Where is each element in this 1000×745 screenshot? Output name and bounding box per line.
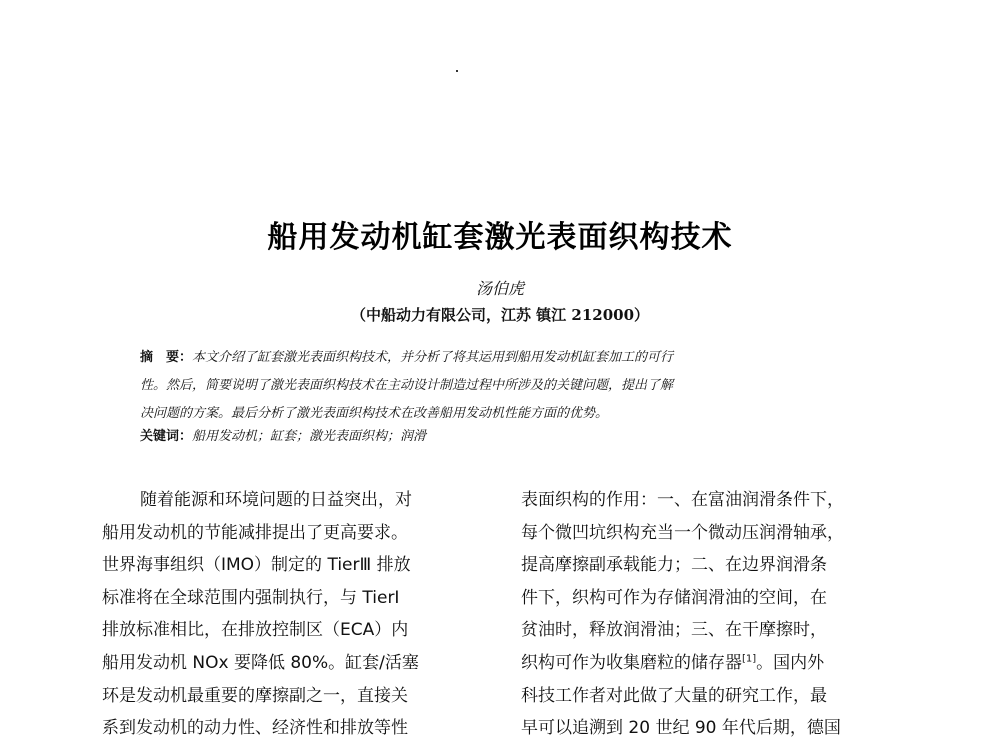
abstract-label: 摘 要： — [140, 350, 193, 365]
keywords-text: 船用发动机；缸套；激光表面织构；润滑 — [192, 429, 427, 444]
body-line: 排放标准相比，在排放控制区（ECA）内 — [102, 620, 409, 641]
body-line: 件下，织构可作为存储润滑油的空间，在 — [521, 587, 827, 608]
body-line: 每个微凹坑织构充当一个微动压润滑轴承， — [521, 522, 844, 543]
keywords-label: 关键词： — [140, 429, 193, 444]
body-line: 世界海事组织（IMO）制定的 TierⅢ 排放 — [102, 555, 411, 576]
body-line: 船用发动机的节能减排提出了更高要求。 — [102, 522, 408, 543]
abstract-line: 本文介绍了缸套激光表面织构技术，并分析了将其运用到船用发动机缸套加工的可行 — [192, 350, 674, 365]
speck-mark — [456, 70, 458, 72]
author-name: 汤伯虎 — [475, 279, 524, 298]
body-line: 船用发动机 NOx 要降低 80%。缸套/活塞 — [102, 652, 419, 673]
body-line: 表面织构的作用：一、在富油润滑条件下， — [521, 490, 844, 510]
abstract-line: 决问题的方案。最后分析了激光表面织构技术在改善船用发动机性能方面的优势。 — [140, 406, 609, 421]
body-line: 标准将在全球范围内强制执行，与 TierⅠ — [102, 587, 400, 608]
body-line: 提高摩擦副承载能力；二、在边界润滑条 — [521, 555, 827, 576]
paper-title: 船用发动机缸套激光表面织构技术 — [267, 220, 733, 255]
body-line-with-citation — [521, 647, 899, 680]
body-line-tail: 。国内外 — [756, 652, 825, 673]
body-line: 科技工作者对此做了大量的研究工作，最 — [521, 685, 827, 706]
citation-marker[interactable]: [1] — [742, 653, 757, 665]
body-line: 系到发动机的动力性、经济性和排放等性 — [102, 718, 408, 739]
body-right-column — [521, 484, 899, 745]
abstract-block — [140, 344, 865, 428]
body-line: 贫油时，释放润滑油；三、在干摩擦时， — [521, 620, 827, 641]
body-line-text: 织构可作为收集磨粒的储存器 — [521, 652, 742, 673]
body-left-column — [102, 484, 480, 745]
body-line: 随着能源和环境问题的日益突出，对 — [140, 490, 412, 510]
author-affiliation: （中船动力有限公司，江苏 镇江 212000） — [350, 306, 650, 324]
body-line: 环是发动机最重要的摩擦副之一，直接关 — [102, 685, 408, 706]
keywords-block — [140, 428, 865, 446]
abstract-line: 性。然后，简要说明了激光表面织构技术在主动设计制造过程中所涉及的关键问题，提出了解 — [140, 378, 674, 393]
body-line: 早可以追溯到 20 世纪 90 年代后期，德国 — [521, 718, 841, 739]
